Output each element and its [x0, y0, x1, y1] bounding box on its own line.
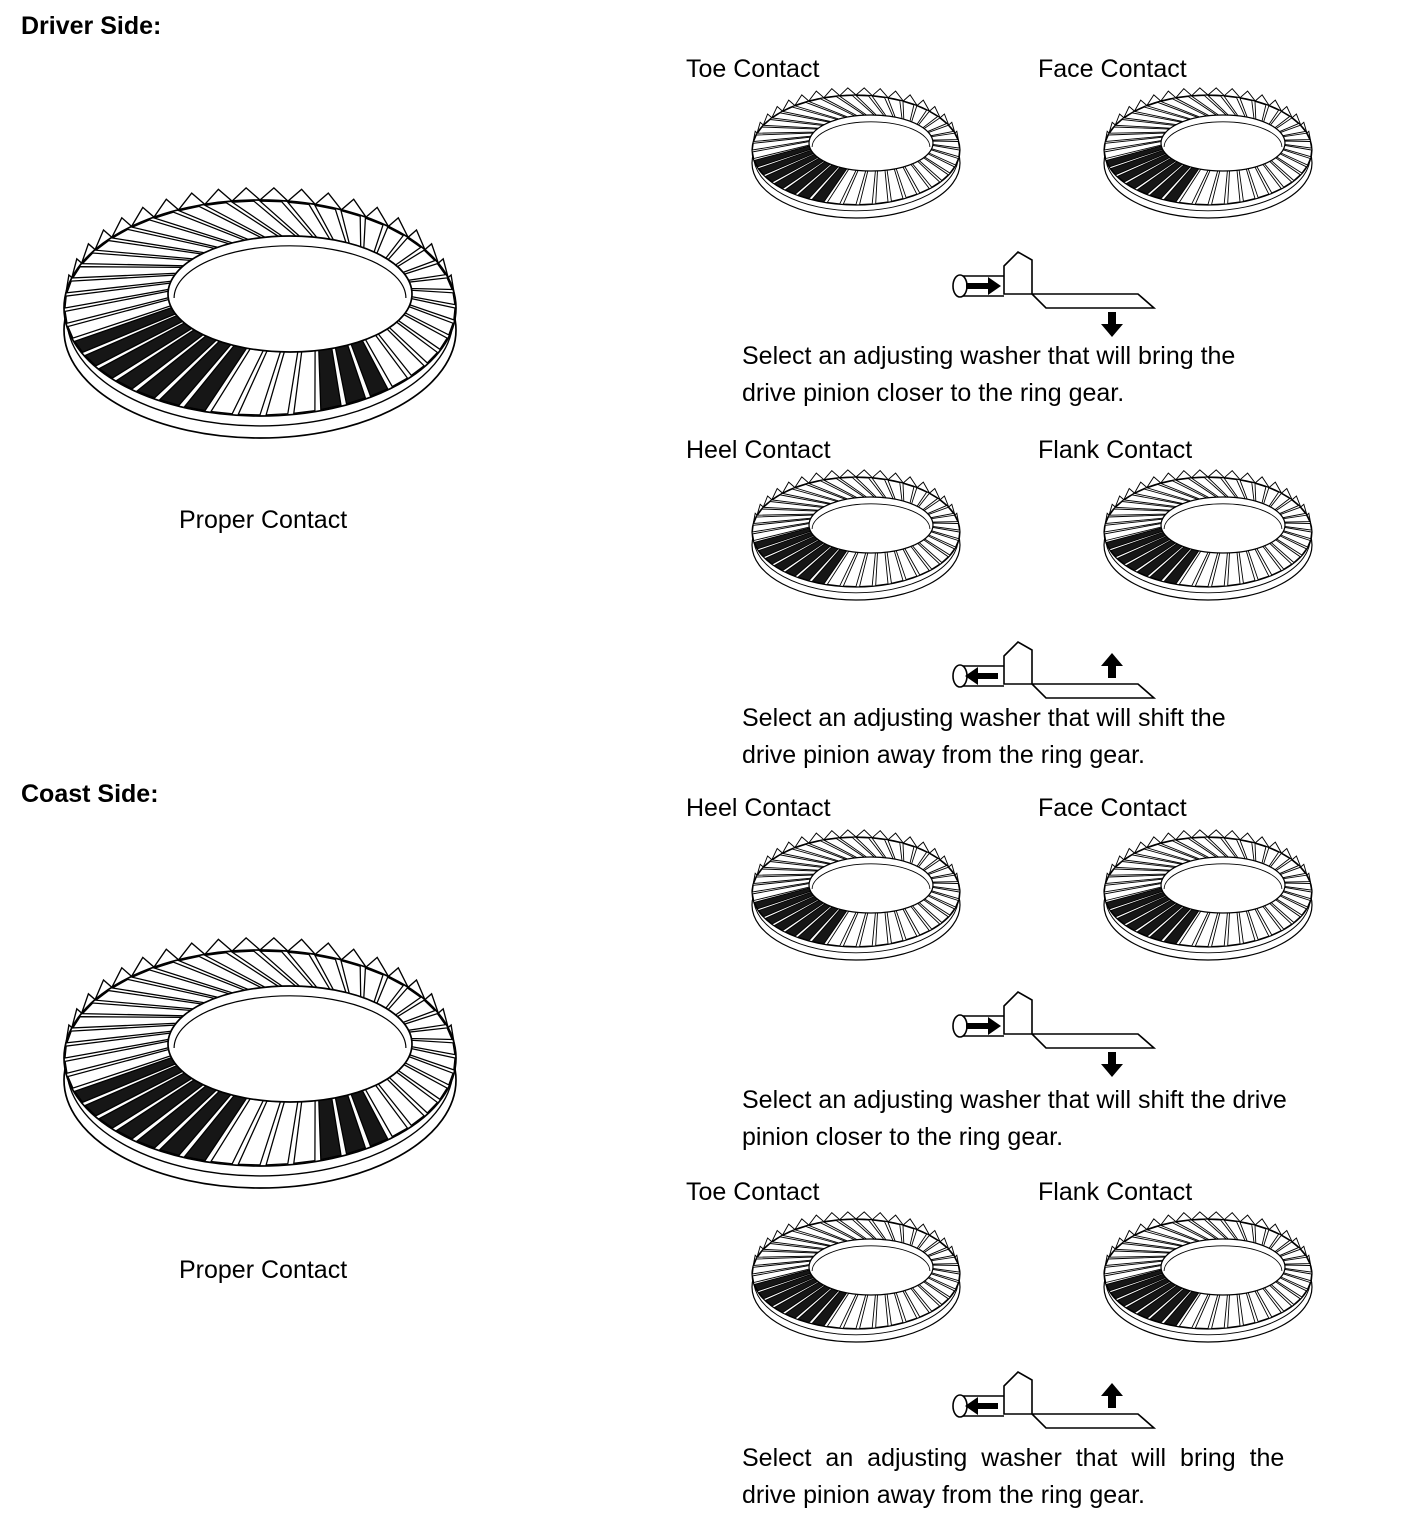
drive-pinion-shape — [1004, 992, 1032, 1034]
label-heel-contact: Heel Contact — [686, 794, 831, 822]
ring-gear-svg — [50, 168, 470, 468]
drive-pinion-shape — [1004, 252, 1032, 294]
ring-gear-bar — [1032, 294, 1154, 308]
ring-gear-svg — [748, 818, 968, 973]
ring-gear-bar — [1032, 1034, 1154, 1048]
label-toe-contact: Toe Contact — [686, 55, 820, 83]
drive-pinion-shape — [1004, 1372, 1032, 1414]
heel-contact-gear-illustration — [748, 818, 968, 973]
ring-gear-svg — [1100, 818, 1320, 973]
pinion-adjustment-diagram — [940, 248, 1170, 343]
pinion-adjustment-svg — [940, 248, 1170, 343]
label-face-contact: Face Contact — [1038, 794, 1187, 822]
flank-contact-gear-illustration — [1100, 458, 1320, 613]
ring-gear-svg — [748, 458, 968, 613]
instruction-text — [742, 338, 1342, 412]
label-flank-contact: Flank Contact — [1038, 436, 1193, 464]
ring-gear-bar — [1032, 684, 1154, 698]
vertical-arrow-down — [1101, 312, 1123, 337]
label-flank-contact: Flank Contact — [1038, 1178, 1193, 1206]
driver-proper-contact-gear-illustration — [50, 168, 470, 468]
ring-gear-bar — [1032, 1414, 1154, 1428]
ring-gear-svg — [748, 76, 968, 231]
vertical-arrow-up — [1101, 1383, 1123, 1408]
instruction-line: Select an adjusting washer that will bring the — [742, 342, 1236, 370]
face-contact-gear-illustration — [1100, 818, 1320, 973]
driver-side-heading: Driver Side: — [21, 12, 162, 40]
instruction-line: drive pinion away from the ring gear. — [742, 1481, 1145, 1509]
pinion-adjustment-diagram — [940, 988, 1170, 1083]
pinion-adjustment-svg — [940, 988, 1170, 1083]
toe-contact-gear-illustration — [748, 76, 968, 231]
instruction-text — [742, 1440, 1342, 1514]
ring-gear-svg — [1100, 458, 1320, 613]
axial-arrow-left — [965, 1397, 998, 1415]
heel-contact-gear-illustration — [748, 458, 968, 613]
label-face-contact: Face Contact — [1038, 55, 1187, 83]
instruction-text — [742, 1082, 1342, 1156]
axial-arrow-left — [965, 667, 998, 685]
instruction-line: Select an adjusting washer that will shift the — [742, 704, 1226, 732]
axial-arrow-right — [966, 1017, 1001, 1035]
coast-proper-contact-caption: Proper Contact — [179, 1256, 348, 1284]
toe-contact-gear-illustration — [748, 1200, 968, 1355]
label-heel-contact: Heel Contact — [686, 436, 831, 464]
ring-gear-svg — [1100, 1200, 1320, 1355]
face-contact-gear-illustration — [1100, 76, 1320, 231]
flank-contact-gear-illustration — [1100, 1200, 1320, 1355]
axial-arrow-right — [966, 277, 1001, 295]
coast-proper-contact-gear-illustration — [50, 918, 470, 1218]
instruction-line: drive pinion away from the ring gear. — [742, 741, 1145, 769]
instruction-line: pinion closer to the ring gear. — [742, 1123, 1064, 1151]
instruction-text — [742, 700, 1342, 774]
drive-pinion-shape — [1004, 642, 1032, 684]
vertical-arrow-up — [1101, 653, 1123, 678]
driver-proper-contact-caption: Proper Contact — [179, 506, 348, 534]
label-toe-contact: Toe Contact — [686, 1178, 820, 1206]
instruction-line: Select an adjusting washer that will shift the drive — [742, 1086, 1287, 1114]
vertical-arrow-down — [1101, 1052, 1123, 1077]
ring-gear-svg — [1100, 76, 1320, 231]
coast-side-heading: Coast Side: — [21, 780, 159, 808]
ring-gear-svg — [748, 1200, 968, 1355]
instruction-line: Select an adjusting washer that will bring the — [742, 1444, 1285, 1472]
ring-gear-svg — [50, 918, 470, 1218]
instruction-line: drive pinion closer to the ring gear. — [742, 379, 1125, 407]
